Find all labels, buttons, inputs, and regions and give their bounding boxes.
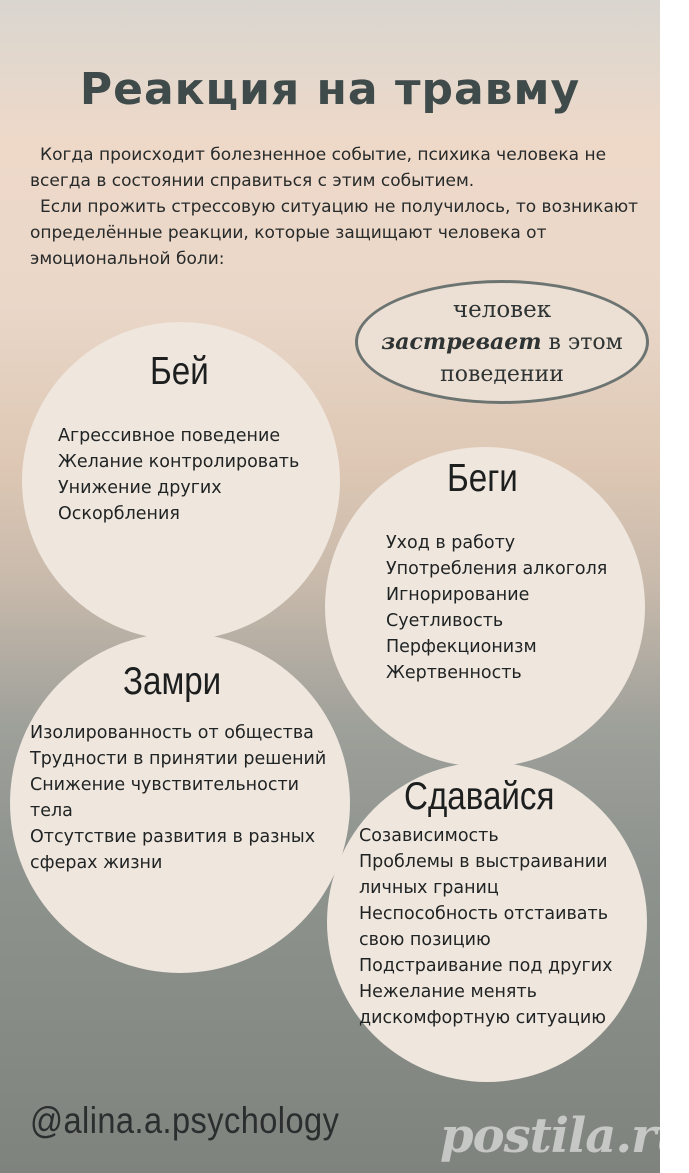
- list-item: Суетливость: [386, 611, 504, 631]
- list-freeze: [30, 720, 326, 876]
- list-item: дискомфортную ситуацию: [359, 1008, 606, 1028]
- intro-text: [30, 142, 640, 272]
- oval-line-2: [381, 326, 623, 359]
- list-item: Изолированность от общества: [30, 723, 314, 743]
- list-item: Неспособность отстаивать: [359, 904, 609, 924]
- oval-line-3: поведении: [440, 361, 564, 387]
- list-item: тела: [30, 801, 73, 821]
- list-hit: [58, 423, 299, 527]
- list-item: Уход в работу: [386, 533, 516, 553]
- intro-paragraph-2: Если прожить стрессовую ситуацию не получилось, то возникают определённые реакции, которые защищают человека от эмоциональной боли:: [30, 197, 639, 269]
- list-item: Трудности в принятии решений: [30, 749, 327, 769]
- list-item: Желание контролировать: [58, 452, 300, 472]
- heading-hit: Бей: [150, 350, 209, 393]
- list-item: сферах жизни: [30, 853, 163, 873]
- list-item: Унижение других: [58, 478, 222, 498]
- list-item: Отсутствие развития в разных: [30, 827, 316, 847]
- list-item: Употребления алкоголя: [386, 559, 608, 579]
- list-item: Перфекционизм: [386, 637, 537, 657]
- list-item: Игнорирование: [386, 585, 530, 605]
- intro-paragraph-1: Когда происходит болезненное событие, психика человека не всегда в состоянии справиться с этим событием.: [30, 145, 607, 191]
- list-item: свою позицию: [359, 930, 491, 950]
- list-item: Жертвенность: [386, 663, 522, 683]
- oval-emphasis: застревает: [381, 328, 542, 355]
- list-item: Снижение чувствительности: [30, 775, 300, 795]
- list-item: Агрессивное поведение: [58, 426, 281, 446]
- page-title: Реакция на травму: [79, 64, 581, 115]
- site-watermark: postila.ru: [440, 1108, 689, 1164]
- heading-freeze: Замри: [123, 660, 222, 703]
- stuck-in-behavior-oval: [355, 280, 649, 404]
- list-item: Проблемы в выстраивании: [359, 852, 608, 872]
- list-give: [359, 823, 612, 1031]
- list-item: Нежелание менять: [359, 982, 537, 1002]
- oval-line-1: человек: [452, 296, 552, 323]
- list-item: личных границ: [359, 878, 499, 898]
- list-item: Подстраивание под других: [359, 956, 613, 976]
- list-item: Оскорбления: [58, 504, 180, 524]
- list-item: Созависимость: [359, 826, 499, 846]
- heading-give: Сдавайся: [404, 775, 555, 818]
- heading-run: Беги: [447, 457, 518, 500]
- list-run: [386, 530, 607, 686]
- oval-line-2-rest: в этом: [541, 329, 623, 355]
- author-handle: @alina.a.psychology: [30, 1100, 340, 1141]
